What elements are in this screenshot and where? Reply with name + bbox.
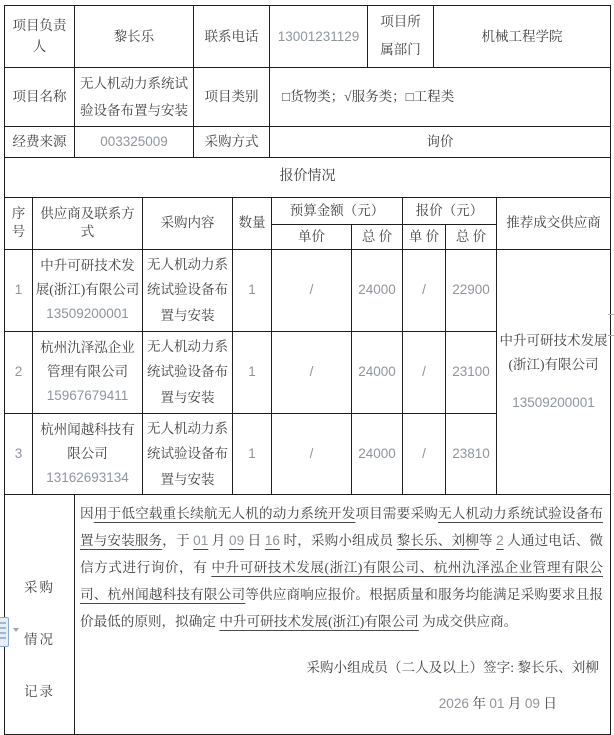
recommended-supplier-phone: 13509200001 [512, 395, 595, 411]
quote-total-cell: 23100 [446, 331, 497, 413]
project-name-label: 项目名称 [5, 67, 75, 126]
qty-cell: 1 [233, 249, 272, 331]
project-name-value: 无人机动力系统试验设备布置与安装 [75, 67, 194, 126]
content-cell: 无人机动力系统试验设备布置与安装 [143, 413, 233, 495]
content-cell: 无人机动力系统试验设备布置与安装 [143, 331, 233, 413]
record-label-line: 情况 [24, 632, 55, 648]
budget-unit-cell: / [272, 413, 352, 495]
supplier-cell [33, 413, 143, 495]
budget-total-cell: 24000 [352, 413, 403, 495]
project-category-value: □货物类；√服务类；□工程类 [270, 67, 611, 126]
recommended-supplier-name: 中升可研技术发展(浙江)有限公司 [499, 332, 608, 372]
fund-source-value: 003325009 [75, 126, 194, 157]
project-info-table [4, 5, 611, 198]
project-category-label: 项目类别 [194, 67, 270, 126]
quote-total-cell: 23810 [446, 413, 497, 495]
supplier-phone: 15967679411 [46, 388, 129, 404]
record-signature: 采购小组成员（二人及以上）签字: 黎长乐、刘柳 [306, 660, 599, 676]
record-label-line: 记录 [24, 683, 55, 699]
col-header-qty: 数量 [233, 197, 272, 249]
col-header-budget-unit: 单价 [272, 224, 352, 249]
department-label: 项目所属部门 [368, 6, 434, 68]
quote-unit-cell: / [403, 249, 446, 331]
project-leader-value: 黎长乐 [75, 6, 194, 68]
col-header-content: 采购内容 [143, 197, 233, 249]
col-header-recommended: 推荐成交供应商 [497, 197, 611, 249]
margin-mark [608, 335, 614, 336]
fund-source-label: 经费来源 [5, 126, 75, 157]
col-header-seq: 序号 [5, 197, 33, 249]
qty-cell: 1 [233, 331, 272, 413]
supplier-phone: 13509200001 [46, 306, 129, 322]
qty-cell: 1 [233, 413, 272, 495]
supplier-name: 杭州氿泽泓企业管理有限公司 [40, 339, 135, 379]
recommended-supplier-cell [497, 249, 611, 495]
budget-unit-cell: / [272, 249, 352, 331]
caret-down-icon[interactable] [13, 628, 19, 632]
record-table [4, 494, 611, 735]
quote-table [4, 197, 611, 496]
quote-unit-cell: / [403, 413, 446, 495]
col-header-budget: 预算金额（元） [272, 197, 403, 224]
department-value: 机械工程学院 [434, 6, 611, 68]
seq-cell: 3 [5, 413, 33, 495]
procurement-method-label: 采购方式 [194, 126, 270, 157]
margin-mark [608, 314, 614, 315]
supplier-name: 杭州闻越科技有限公司 [40, 421, 135, 461]
record-label [5, 495, 75, 735]
record-label-line: 采购 [24, 580, 55, 596]
clipboard-artifact-icon[interactable] [0, 617, 9, 647]
quote-total-cell: 22900 [446, 249, 497, 331]
col-header-supplier: 供应商及联系方式 [33, 197, 143, 249]
col-header-budget-total: 总 价 [352, 224, 403, 249]
project-leader-label: 项目负责人 [5, 6, 75, 68]
contact-phone-label: 联系电话 [194, 6, 270, 68]
seq-cell: 1 [5, 249, 33, 331]
budget-total-cell: 24000 [352, 331, 403, 413]
supplier-name: 中升可研技术发展(浙江)有限公司 [35, 257, 140, 297]
procurement-method-value: 询价 [270, 126, 611, 157]
supplier-cell [33, 331, 143, 413]
seq-cell: 2 [5, 331, 33, 413]
budget-unit-cell: / [272, 331, 352, 413]
budget-total-cell: 24000 [352, 249, 403, 331]
record-paragraph: 因用于低空载重长续航无人机的动力系统开发项目需要采购无人机动力系统试验设备布置与安装服务，于 01 月 09 日 16 时，采购小组成员 黎长乐、刘柳等 2 人通过电话、微信方式进行询价，有 中升可研技术发展(浙江)有限公司、杭州氿泽泓企业管理有限公司、杭州闻越科技有限公司等供应商响应报价。根据质量和服务均能满足采购要求且报价最低的原则，拟确定 中升可研技术发展(浙江)有限公司 为成交供应商。 [80, 506, 604, 630]
col-header-quote-unit: 单 价 [403, 224, 446, 249]
col-header-quote-total: 总 价 [446, 224, 497, 249]
procurement-form [4, 5, 610, 735]
quote-row-1 [5, 249, 611, 331]
quote-unit-cell: / [403, 331, 446, 413]
col-header-quote: 报价（元） [403, 197, 497, 224]
quote-section-title: 报价情况 [5, 157, 611, 197]
contact-phone-value: 13001231129 [270, 6, 368, 68]
record-date: 2026 年 01 月 09 日 [438, 696, 557, 712]
supplier-phone: 13162693134 [46, 470, 129, 486]
record-content [75, 495, 611, 735]
content-cell: 无人机动力系统试验设备布置与安装 [143, 249, 233, 331]
supplier-cell [33, 249, 143, 331]
